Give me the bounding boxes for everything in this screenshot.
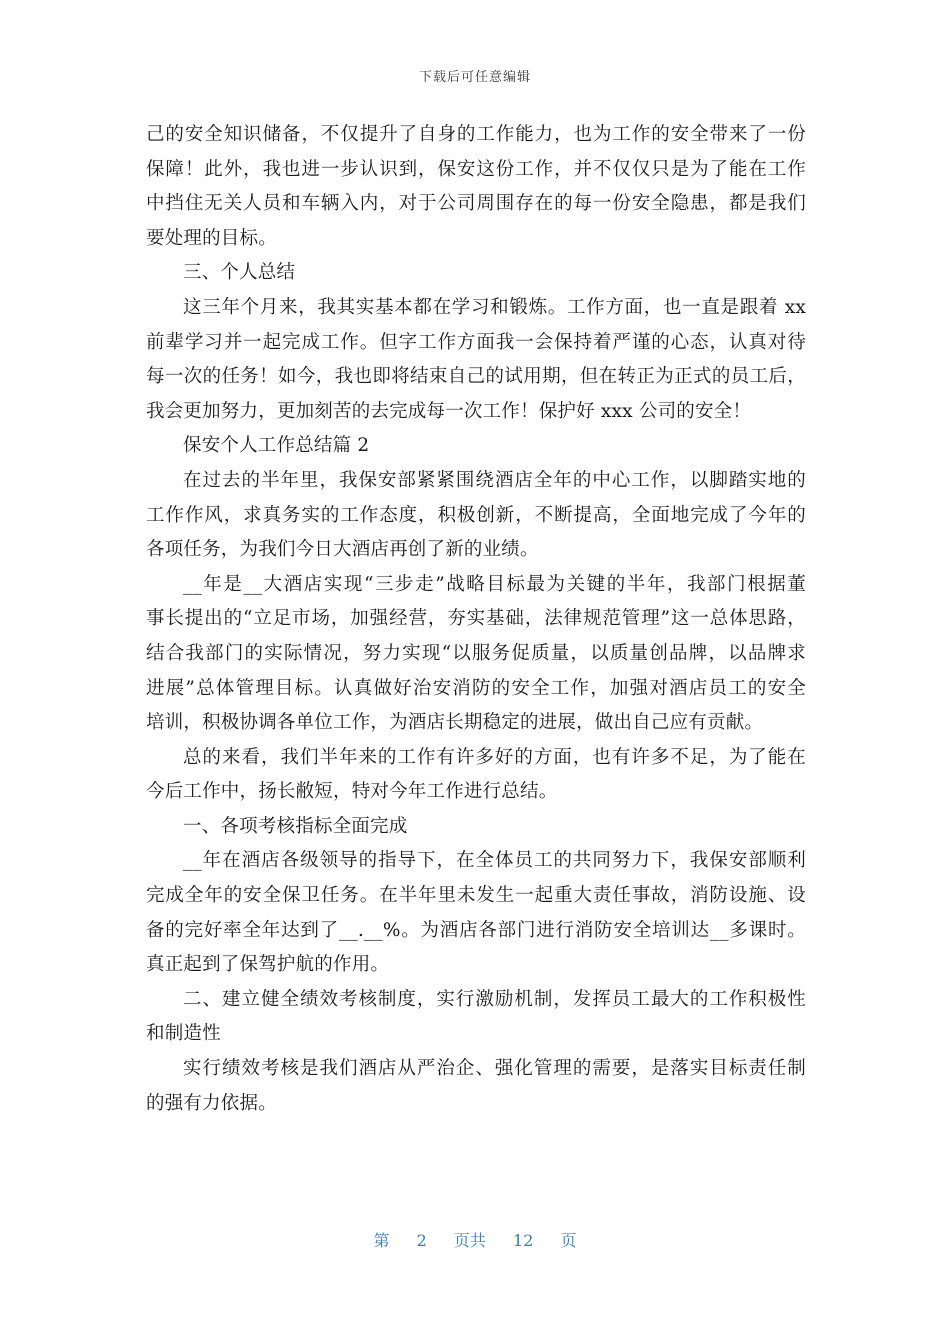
text-line: 我会更加努力，更加刻苦的去完成每一次工作！保护好 xxx 公司的安全！: [146, 400, 752, 422]
text-line: 今后工作中，扬长敝短，特对今年工作进行总结。: [146, 781, 558, 803]
text-line: __年在酒店各级领导的指导下，在全体员工的共同努力下，我保安部顺利: [183, 850, 806, 872]
paragraph: [146, 118, 806, 256]
paragraph: [146, 568, 806, 741]
current-page-number: 2: [416, 1231, 427, 1250]
text-line: 真正起到了保驾护航的作用。: [146, 954, 390, 976]
paragraph: [146, 464, 806, 568]
text-line: 完成全年的安全保卫任务。在半年里未发生一起重大责任事故，消防设施、设: [146, 885, 806, 907]
article-title: [146, 429, 806, 464]
text-line: 在过去的半年里，我保安部紧紧围绕酒店全年的中心工作，以脚踏实地的: [183, 469, 806, 491]
document-body: [146, 118, 806, 1121]
text-line: 要处理的目标。: [146, 227, 277, 249]
text-line: 三、个人总结: [183, 262, 296, 284]
page-footer: [0, 1228, 950, 1251]
text-line: 二、建立健全绩效考核制度，实行激励机制，发挥员工最大的工作积极性: [183, 988, 806, 1010]
paragraph: [146, 1052, 806, 1121]
text-line: 每一次的任务！如今，我也即将结束自己的试用期，但在转正为正式的员工后，: [146, 366, 806, 388]
text-line: 工作作风，求真务实的工作态度，积极创新，不断提高，全面地完成了今年的: [146, 504, 806, 526]
footer-prefix: 第: [373, 1231, 390, 1250]
total-page-count: 12: [513, 1231, 534, 1250]
text-line: 实行绩效考核是我们酒店从严治企、强化管理的需要，是落实目标责任制: [183, 1058, 806, 1080]
section-heading: [146, 256, 806, 291]
paragraph: [146, 291, 806, 429]
text-line: 这三年个月来，我其实基本都在学习和锻炼。工作方面，也一直是跟着 xx: [183, 296, 806, 318]
footer-middle: 页共: [453, 1231, 486, 1250]
page-header: 下载后可任意编辑: [418, 70, 531, 85]
text-line: __年是__大酒店实现“三步走”战略目标最为关键的半年，我部门根据董: [183, 573, 806, 595]
section-heading: [146, 810, 806, 845]
text-line: 备的完好率全年达到了__.__%。为酒店各部门进行消防安全培训达__多课时。: [146, 919, 806, 941]
text-line: 进展”总体管理目标。认真做好治安消防的安全工作，加强对酒店员工的安全: [146, 677, 806, 699]
text-line: 结合我部门的实际情况，努力实现“以服务促质量，以质量创品牌，以品牌求: [146, 642, 806, 664]
footer-suffix: 页: [560, 1231, 577, 1250]
section-heading: [146, 983, 806, 1052]
text-line: 培训，积极协调各单位工作，为酒店长期稳定的进展，做出自己应有贡献。: [146, 712, 764, 734]
text-line: 和制造性: [146, 1023, 221, 1045]
text-line: 前辈学习并一起完成工作。但字工作方面我一会保持着严谨的心态，认真对待: [146, 331, 806, 353]
paragraph: [146, 741, 806, 810]
text-line: 一、各项考核指标全面完成: [183, 815, 408, 837]
text-line: 保安个人工作总结篇 2: [183, 435, 370, 457]
text-line: 己的安全知识储备，不仅提升了自身的工作能力，也为工作的安全带来了一份: [146, 124, 806, 145]
text-line: 各项任务，为我们今日大酒店再创了新的业绩。: [146, 539, 539, 561]
text-line: 保障！此外，我也进一步认识到，保安这份工作，并不仅仅只是为了能在工作: [146, 158, 806, 180]
text-line: 事长提出的“立足市场，加强经营，夯实基础，法律规范管理”这一总体思路，: [146, 608, 806, 630]
text-line: 的强有力依据。: [146, 1092, 277, 1114]
text-line: 总的来看，我们半年来的工作有许多好的方面，也有许多不足，为了能在: [183, 746, 806, 768]
text-line: 中挡住无关人员和车辆入内，对于公司周围存在的每一份安全隐患，都是我们: [146, 193, 806, 215]
paragraph: [146, 844, 806, 982]
